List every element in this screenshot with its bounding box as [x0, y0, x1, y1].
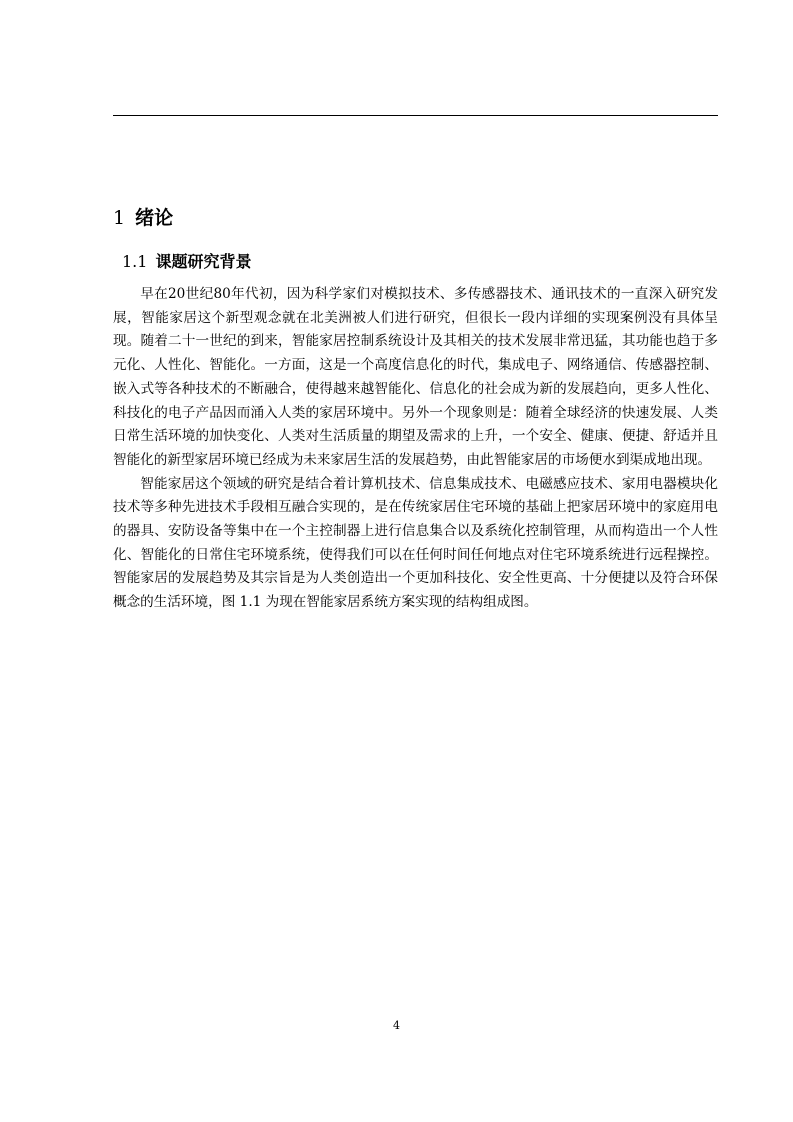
section-number: 1.1: [122, 252, 148, 271]
header-rule: [113, 115, 718, 116]
chapter-heading: [113, 204, 173, 232]
section-title: 课题研究背景: [155, 252, 252, 271]
paragraph: 早在20世纪80年代初，因为科学家们对模拟技术、多传感器技术、通讯技术的一直深入研究发展，智能家居这个新型观念就在北美洲被人们进行研究，但很长一段内详细的实现案例没有具体呈现。随着二十一世纪的到来，智能家居控制系统设计及其相关的技术发展非常迅猛，其功能也趋于多元化、人性化、智能化。一方面，这是一个高度信息化的时代，集成电子、网络通信、传感器控制、嵌入式等各种技术的不断融合，使得越来越智能化、信息化的社会成为新的发展趋向，更多人性化、科技化的电子产品因而涌入人类的家居环境中。另外一个现象则是：随着全球经济的快速发展、人类日常生活环境的加快变化、人类对生活质量的期望及需求的上升，一个安全、健康、便捷、舒适并且智能化的新型家居环境已经成为未来家居生活的发展趋势，由此智能家居的市场便水到渠成地出现。: [113, 286, 718, 468]
body-text: [113, 283, 718, 615]
paragraph: 智能家居这个领域的研究是结合着计算机技术、信息集成技术、电磁感应技术、家用电器模块化技术等多种先进技术手段相互融合实现的，是在传统家居住宅环境的基础上把家居环境中的家庭用电的器具、安防设备等集中在一个主控制器上进行信息集合以及系统化控制管理，从而构造出一个人性化、智能化的日常住宅环境系统，使得我们可以在任何时间任何地点对住宅环境系统进行远程操控。智能家居的发展趋势及其宗旨是为人类创造出一个更加科技化、安全性更高、十分便捷以及符合环保概念的生活环境，图 1.1 为现在智能家居系统方案实现的结构组成图。: [113, 475, 718, 611]
chapter-title: 绪论: [135, 207, 174, 229]
section-heading: [122, 250, 251, 274]
page-number: 4: [393, 1019, 400, 1032]
chapter-number: 1: [113, 207, 126, 229]
